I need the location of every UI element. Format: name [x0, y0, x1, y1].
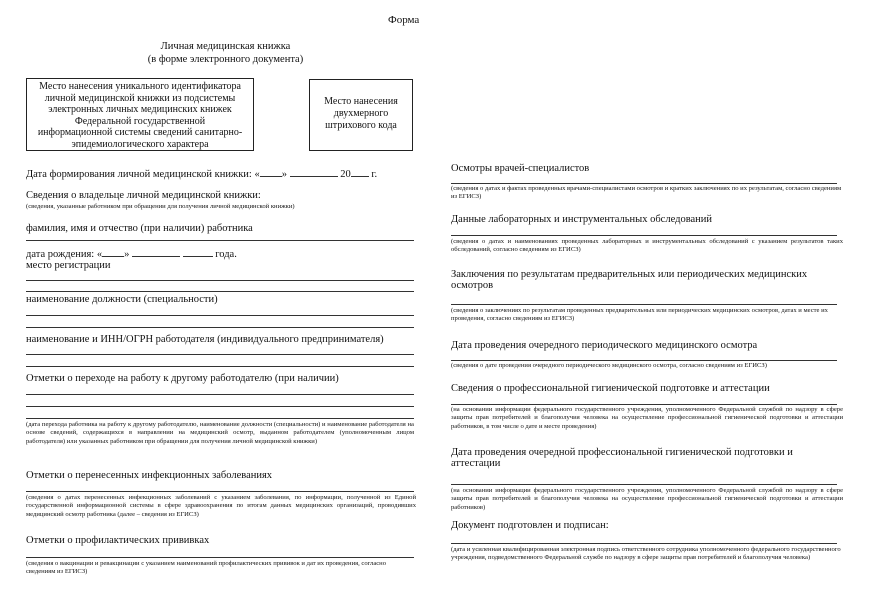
next-hygiene-label-line-1: Дата проведения очередной профессиональной гигиенической подготовки и	[451, 447, 793, 458]
hygiene-line[interactable]	[451, 404, 837, 405]
barcode-line: Место нанесения	[324, 96, 398, 107]
month-blank[interactable]	[290, 167, 338, 177]
specialists-note: (сведения о датах и фактах проведенных врачами-специалистами осмотров и кратких заключениях по их результатам, согласно сведениям из ЕГИСЗ)	[451, 185, 842, 201]
title-line-1: Личная медицинская книжка	[160, 41, 291, 52]
conclusions-note: (сведения о заключениях по результатам проведенных предварительных или периодических медицинских осмотров, датах и месте их проведения, согласно сведениям из ЕГИСЗ)	[451, 307, 828, 323]
employer-line-2[interactable]	[26, 366, 414, 367]
next-hygiene-label	[451, 447, 793, 469]
conclusions-label	[451, 269, 807, 291]
date-formed-field	[26, 167, 377, 180]
vaccination-note: (сведения о вакцинации и ревакцинации с указанием наименований профилактических прививок и дат их проведения, согласно сведениям из ЕГИСЗ)	[26, 560, 386, 576]
employer-label: наименование и ИНН/ОГРН работодателя (индивидуального предпринимателя)	[26, 334, 384, 345]
registration-label: место регистрации	[26, 260, 111, 271]
identifier-line: Федеральной государственной	[74, 115, 206, 127]
signed-line[interactable]	[451, 543, 837, 544]
registration-line-1[interactable]	[26, 280, 414, 281]
year-blank[interactable]	[351, 167, 369, 177]
signed-label: Документ подготовлен и подписан:	[451, 520, 609, 531]
next-hygiene-line[interactable]	[451, 484, 837, 485]
year-suffix: г.	[371, 169, 378, 180]
lab-label: Данные лабораторных и инструментальных обследований	[451, 214, 713, 225]
signed-note: (дата и усиленная квалифицированная электронная подпись ответственного сотрудника уполномоченного федерального государственного учреждения, подведомственного Федеральной службе по надзору в сфере защиты прав потребителей и благополучия человека)	[451, 546, 841, 562]
transfer-line-1[interactable]	[26, 394, 414, 395]
transfer-line-3[interactable]	[26, 418, 414, 419]
barcode-line: двухмерного	[333, 108, 389, 119]
transfer-note: (дата перехода работника на работу к другому работодателю, наименование должности (специальности) и наименование работодателя на основе сведений, содержащихся в направлении на медицинский осмотр, выданном работодателем (уполномоченным лицом работодателя) или указанных работником при обращении для получения личной медицинской книжки)	[26, 421, 414, 445]
infections-line[interactable]	[26, 491, 414, 492]
conclusions-line[interactable]	[451, 304, 837, 305]
hygiene-label: Сведения о профессиональной гигиенической подготовке и аттестации	[451, 383, 770, 394]
identifier-line: личной медицинской книжки из подсистемы	[44, 92, 236, 104]
hygiene-note: (на основании информации федерального государственного учреждения, уполномоченного Федеральной службой по надзору в сфере защиты прав потребителей и благополучия человека на осуществление профессиональной гигиенической подготовки и аттестации работников, в том числе о дате и месте проведения)	[451, 406, 843, 430]
infections-note: (сведения о датах перенесенных инфекционных заболеваний с указанием заболевания, по информации, полученной из Единой государственной информационной системы в сфере здравоохранения по итогам данных медицинских организаций, проводивших медицинский осмотр работника (далее – сведения из ЕГИСЗ)	[26, 494, 416, 518]
form-label: Форма	[388, 14, 420, 26]
identifier-line: эпидемиологического характера	[71, 138, 209, 150]
transfer-line-2[interactable]	[26, 406, 414, 407]
barcode-line: штрихового кода	[325, 120, 397, 131]
birth-quote-close: »	[124, 249, 130, 260]
barcode-box	[309, 79, 413, 151]
fio-label: фамилия, имя и отчество (при наличии) работника	[26, 223, 253, 234]
birth-year-blank[interactable]	[183, 247, 213, 257]
identifier-line: электронных личных медицинских книжек	[48, 104, 232, 115]
identifier-line: информационной системы сведений санитарно-	[37, 127, 243, 138]
infections-label: Отметки о перенесенных инфекционных заболеваниях	[26, 470, 273, 481]
position-line-1[interactable]	[26, 315, 414, 316]
year-prefix: 20	[340, 169, 351, 180]
next-exam-line[interactable]	[451, 360, 837, 361]
specialists-label: Осмотры врачей-специалистов	[451, 163, 590, 174]
title-line-2: (в форме электронного документа)	[147, 54, 304, 65]
fio-line[interactable]	[26, 240, 414, 241]
identifier-line: Место нанесения уникального идентификатора	[39, 81, 241, 92]
next-exam-label: Дата проведения очередного периодического медицинского осмотра	[451, 340, 758, 351]
conclusions-label-line-1: Заключения по результатам предварительных или периодических медицинских	[451, 269, 808, 280]
next-hygiene-label-line-2: аттестации	[451, 458, 501, 469]
position-line-2[interactable]	[26, 327, 414, 328]
conclusions-label-line-2: осмотров	[451, 280, 494, 291]
birth-month-blank[interactable]	[132, 247, 180, 257]
birth-year-suffix: года.	[215, 249, 237, 260]
transfer-label: Отметки о переходе на работу к другому работодателю (при наличии)	[26, 373, 339, 384]
owner-info-note: (сведения, указанные работником при обращении для получения личной медицинской книжки)	[26, 203, 295, 210]
lab-note: (сведения о датах и наименованиях проведенных лабораторных и инструментальных обследований с указанием результатов таких обследований, согласно сведениям из ЕГИСЗ)	[451, 238, 843, 254]
employer-line-1[interactable]	[26, 354, 414, 355]
specialists-line[interactable]	[451, 183, 837, 184]
position-label: наименование должности (специальности)	[26, 294, 218, 305]
birth-date-field	[26, 247, 237, 260]
lab-line[interactable]	[451, 235, 837, 236]
birth-label: дата рождения: «	[26, 249, 103, 260]
next-exam-note: (сведения о дате проведения очередного периодического медицинского осмотра, согласно сведениям из ЕГИСЗ)	[451, 362, 767, 369]
document-title	[118, 40, 333, 66]
owner-info-label: Сведения о владельце личной медицинской книжки:	[26, 190, 261, 201]
vaccination-label: Отметки о профилактических прививках	[26, 535, 210, 546]
birth-day-blank[interactable]	[102, 247, 124, 257]
day-blank[interactable]	[260, 167, 282, 177]
date-formed-label: Дата формирования личной медицинской книжки: «	[26, 169, 260, 180]
next-hygiene-note: (на основании информации федерального государственного учреждения, уполномоченного Федеральной службой по надзору в сфере защиты прав потребителей и благополучия человека на осуществление профессиональной гигиенической подготовки и аттестации работников)	[451, 487, 843, 511]
registration-line-2[interactable]	[26, 291, 414, 292]
quote-close: »	[281, 169, 287, 180]
identifier-box	[26, 78, 254, 151]
vaccination-line[interactable]	[26, 557, 414, 558]
